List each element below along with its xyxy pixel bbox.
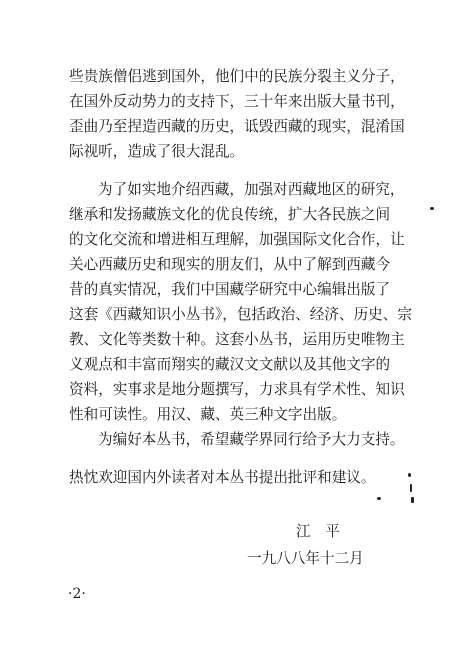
scan-speck	[377, 497, 381, 500]
signature-line	[0, 522, 450, 542]
page-number: ·2·	[68, 586, 86, 602]
line-text: 歪曲乃至捏造西藏的历史，诋毁西藏的现实，混淆国	[69, 118, 405, 135]
date: 一九八八年十二月	[247, 550, 364, 567]
scan-speck	[408, 473, 411, 477]
text-line	[0, 117, 450, 137]
line-text: 昔的真实情况，我们中国藏学研究中心编辑出版了	[69, 281, 391, 298]
text-line	[0, 205, 450, 225]
scan-speck	[410, 484, 412, 492]
text-line	[0, 405, 450, 425]
line-text: 义观点和丰富而翔实的藏汉文文献以及其他文字的	[69, 356, 391, 373]
text-line	[0, 305, 450, 325]
text-line	[0, 330, 450, 350]
line-text: 为了如实地介绍西藏，加强对西藏地区的研究，	[98, 181, 405, 198]
signature: 江 平	[296, 523, 340, 540]
text-line	[0, 380, 450, 400]
text-line	[0, 180, 450, 200]
date-line	[0, 549, 450, 569]
text-line	[0, 142, 450, 162]
text-line	[0, 355, 450, 375]
line-text: 为编好本丛书，希望藏学界同行给予大力支持。	[98, 431, 405, 448]
line-text: 的文化交流和增进相互理解，加强国际文化合作，让	[69, 231, 405, 248]
text-line	[0, 255, 450, 275]
line-text: 性和可读性。用汉、藏、英三种文字出版。	[69, 406, 347, 423]
text-line	[0, 430, 450, 450]
text-line	[0, 468, 450, 488]
line-text: 热忱欢迎国内外读者对本丛书提出批评和建议。	[69, 469, 376, 486]
line-text: 继承和发扬藏族文化的优良传统，扩大各民族之间	[69, 206, 391, 223]
line-text: 资料，实事求是地分题撰写，力求具有学术性、知识	[69, 381, 405, 398]
line-text: 教、文化等类数十种。这套小丛书，运用历史唯物主	[69, 331, 405, 348]
scan-speck	[411, 497, 414, 503]
text-line	[0, 92, 450, 112]
line-text: 些贵族僧侣逃到国外，他们中的民族分裂主义分子，	[69, 68, 405, 85]
text-line	[0, 67, 450, 87]
text-line	[0, 280, 450, 300]
line-text: 在国外反动势力的支持下，三十年来出版大量书刊，	[69, 93, 405, 110]
text-line	[0, 230, 450, 250]
line-text: 际视听，造成了很大混乱。	[69, 143, 245, 160]
scan-speck	[430, 207, 434, 210]
line-text: 这套《西藏知识小丛书》，包括政治、经济、历史、宗	[69, 306, 412, 323]
line-text: 关心西藏历史和现实的朋友们，从中了解到西藏今	[69, 256, 391, 273]
